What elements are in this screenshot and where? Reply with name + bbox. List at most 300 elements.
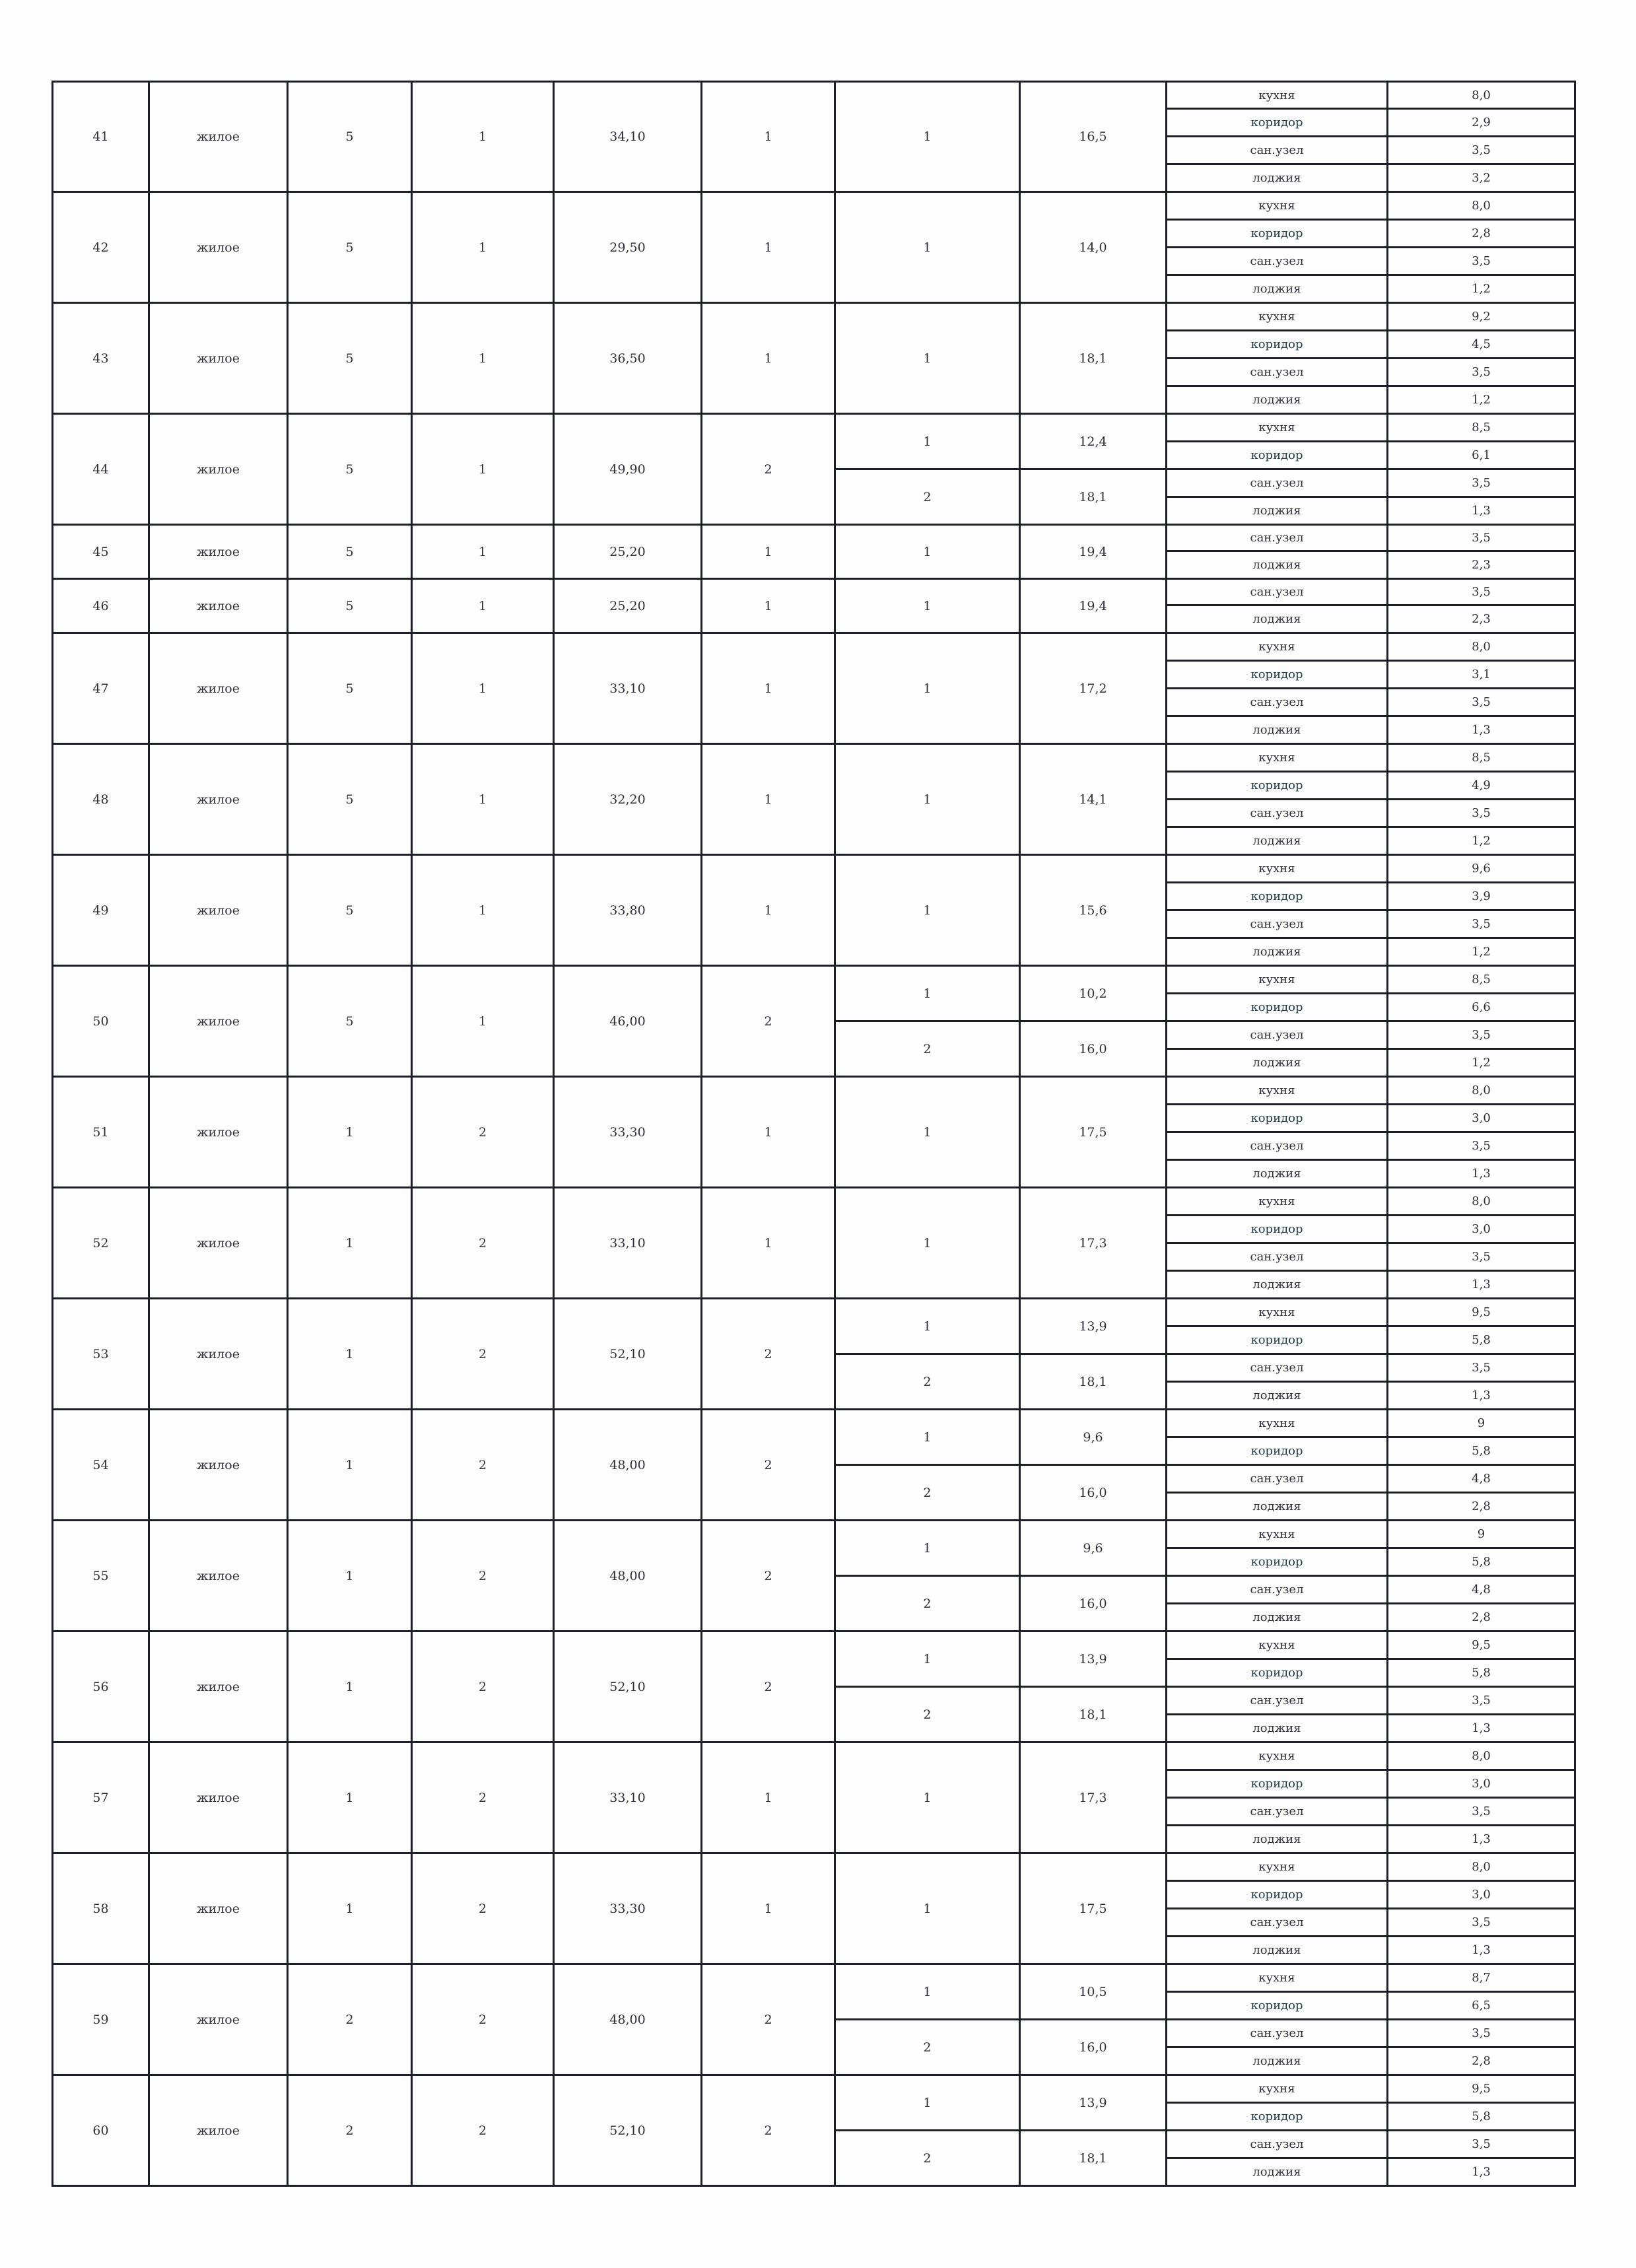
- entrance: 1: [412, 414, 554, 525]
- room-number: 2: [835, 2020, 1020, 2075]
- auxiliary-premise-name: кухня: [1167, 1632, 1388, 1659]
- apartment-number: 43: [53, 303, 149, 414]
- entrance: 1: [412, 525, 554, 579]
- auxiliary-premise-name: коридор: [1167, 772, 1388, 800]
- auxiliary-premise-name: коридор: [1167, 2103, 1388, 2131]
- auxiliary-premise-area: 3,5: [1388, 911, 1575, 938]
- total-area: 48,00: [554, 1410, 702, 1521]
- auxiliary-premise-name: сан.узел: [1167, 1354, 1388, 1382]
- floor: 5: [288, 579, 412, 633]
- floor: 1: [288, 1077, 412, 1188]
- auxiliary-premise-name: кухня: [1167, 855, 1388, 883]
- total-area: 33,30: [554, 1077, 702, 1188]
- apartment-row: [53, 1410, 1575, 1437]
- auxiliary-premise-area: 3,2: [1388, 164, 1575, 192]
- auxiliary-premise-name: коридор: [1167, 1770, 1388, 1798]
- room-number: 1: [835, 303, 1020, 414]
- room-area: 13,9: [1020, 2075, 1167, 2131]
- total-area: 33,10: [554, 1188, 702, 1299]
- floor: 5: [288, 633, 412, 744]
- auxiliary-premise-area: 2,8: [1388, 220, 1575, 248]
- auxiliary-premise-area: 3,5: [1388, 1798, 1575, 1826]
- room-area: 10,2: [1020, 966, 1167, 1021]
- apartment-number: 44: [53, 414, 149, 525]
- room-area: 13,9: [1020, 1299, 1167, 1354]
- auxiliary-premise-name: лоджия: [1167, 827, 1388, 855]
- premises-type: жилое: [149, 1853, 288, 1964]
- floor: 2: [288, 2075, 412, 2186]
- apartment-row: [53, 303, 1575, 331]
- auxiliary-premise-name: лоджия: [1167, 164, 1388, 192]
- auxiliary-premise-area: 3,5: [1388, 1687, 1575, 1715]
- rooms-count: 1: [702, 192, 835, 303]
- auxiliary-premise-area: 1,3: [1388, 1160, 1575, 1188]
- entrance: 2: [412, 1632, 554, 1742]
- room-number: 1: [835, 744, 1020, 855]
- auxiliary-premise-name: сан.узел: [1167, 359, 1388, 386]
- auxiliary-premise-area: 3,9: [1388, 883, 1575, 911]
- auxiliary-premise-name: сан.узел: [1167, 2131, 1388, 2158]
- room-number: 1: [835, 1964, 1020, 2020]
- entrance: 1: [412, 579, 554, 633]
- auxiliary-premise-area: 3,5: [1388, 689, 1575, 716]
- auxiliary-premise-area: 3,5: [1388, 800, 1575, 827]
- room-number: 2: [835, 1021, 1020, 1077]
- room-area: 16,5: [1020, 82, 1167, 192]
- auxiliary-premise-name: коридор: [1167, 220, 1388, 248]
- auxiliary-premise-area: 3,5: [1388, 359, 1575, 386]
- room-area: 18,1: [1020, 303, 1167, 414]
- apartment-row: [53, 192, 1575, 220]
- premises-type: жилое: [149, 1410, 288, 1521]
- auxiliary-premise-name: коридор: [1167, 1659, 1388, 1687]
- room-area: 16,0: [1020, 2020, 1167, 2075]
- room-area: 18,1: [1020, 1687, 1167, 1742]
- apartment-row: [53, 525, 1575, 551]
- premises-type: жилое: [149, 1299, 288, 1410]
- auxiliary-premise-area: 8,0: [1388, 1188, 1575, 1216]
- room-area: 16,0: [1020, 1021, 1167, 1077]
- total-area: 29,50: [554, 192, 702, 303]
- apartment-number: 58: [53, 1853, 149, 1964]
- premises-type: жилое: [149, 579, 288, 633]
- total-area: 34,10: [554, 82, 702, 192]
- auxiliary-premise-area: 3,5: [1388, 1132, 1575, 1160]
- register-body: [53, 82, 1575, 2186]
- auxiliary-premise-name: лоджия: [1167, 1937, 1388, 1964]
- apartment-row: [53, 414, 1575, 442]
- total-area: 33,30: [554, 1853, 702, 1964]
- auxiliary-premise-area: 3,5: [1388, 579, 1575, 605]
- entrance: 2: [412, 2075, 554, 2186]
- auxiliary-premise-area: 5,8: [1388, 1437, 1575, 1465]
- auxiliary-premise-name: коридор: [1167, 1216, 1388, 1243]
- room-number: 1: [835, 1853, 1020, 1964]
- room-number: 1: [835, 414, 1020, 469]
- total-area: 46,00: [554, 966, 702, 1077]
- auxiliary-premise-name: кухня: [1167, 82, 1388, 109]
- rooms-count: 1: [702, 744, 835, 855]
- auxiliary-premise-area: 5,8: [1388, 2103, 1575, 2131]
- auxiliary-premise-area: 8,0: [1388, 633, 1575, 661]
- auxiliary-premise-area: 3,5: [1388, 137, 1575, 164]
- apartment-row: [53, 1521, 1575, 1548]
- room-area: 19,4: [1020, 579, 1167, 633]
- auxiliary-premise-name: лоджия: [1167, 275, 1388, 303]
- room-number: 1: [835, 855, 1020, 966]
- room-number: 1: [835, 1077, 1020, 1188]
- room-area: 15,6: [1020, 855, 1167, 966]
- premises-type: жилое: [149, 855, 288, 966]
- floor: 5: [288, 744, 412, 855]
- entrance: 1: [412, 633, 554, 744]
- auxiliary-premise-name: лоджия: [1167, 2158, 1388, 2186]
- room-area: 14,1: [1020, 744, 1167, 855]
- room-number: 1: [835, 966, 1020, 1021]
- apartment-row: [53, 966, 1575, 994]
- room-number: 2: [835, 1687, 1020, 1742]
- apartment-number: 53: [53, 1299, 149, 1410]
- auxiliary-premise-name: сан.узел: [1167, 1576, 1388, 1604]
- room-number: 2: [835, 469, 1020, 525]
- premises-type: жилое: [149, 1521, 288, 1632]
- auxiliary-premise-area: 4,8: [1388, 1465, 1575, 1493]
- room-number: 1: [835, 82, 1020, 192]
- auxiliary-premise-area: 6,1: [1388, 442, 1575, 469]
- room-number: 1: [835, 633, 1020, 744]
- rooms-count: 1: [702, 1188, 835, 1299]
- apartment-number: 51: [53, 1077, 149, 1188]
- apartment-number: 47: [53, 633, 149, 744]
- total-area: 49,90: [554, 414, 702, 525]
- room-number: 2: [835, 2131, 1020, 2186]
- auxiliary-premise-name: кухня: [1167, 1742, 1388, 1770]
- room-area: 9,6: [1020, 1410, 1167, 1465]
- room-number: 1: [835, 192, 1020, 303]
- auxiliary-premise-name: коридор: [1167, 109, 1388, 137]
- auxiliary-premise-name: кухня: [1167, 414, 1388, 442]
- auxiliary-premise-area: 1,3: [1388, 1715, 1575, 1742]
- entrance: 2: [412, 1188, 554, 1299]
- auxiliary-premise-area: 3,5: [1388, 1243, 1575, 1271]
- auxiliary-premise-name: кухня: [1167, 1521, 1388, 1548]
- auxiliary-premise-name: кухня: [1167, 192, 1388, 220]
- floor: 5: [288, 855, 412, 966]
- premises-type: жилое: [149, 1742, 288, 1853]
- floor: 5: [288, 192, 412, 303]
- premises-type: жилое: [149, 1077, 288, 1188]
- apartment-number: 46: [53, 579, 149, 633]
- room-number: 1: [835, 1632, 1020, 1687]
- auxiliary-premise-area: 1,2: [1388, 275, 1575, 303]
- apartment-row: [53, 2075, 1575, 2103]
- rooms-count: 2: [702, 966, 835, 1077]
- auxiliary-premise-name: лоджия: [1167, 1160, 1388, 1188]
- auxiliary-premise-name: сан.узел: [1167, 579, 1388, 605]
- room-area: 9,6: [1020, 1521, 1167, 1576]
- entrance: 2: [412, 1853, 554, 1964]
- room-number: 2: [835, 1576, 1020, 1632]
- total-area: 52,10: [554, 1632, 702, 1742]
- premises-type: жилое: [149, 744, 288, 855]
- auxiliary-premise-name: коридор: [1167, 1437, 1388, 1465]
- premises-type: жилое: [149, 2075, 288, 2186]
- room-area: 18,1: [1020, 2131, 1167, 2186]
- auxiliary-premise-name: кухня: [1167, 1188, 1388, 1216]
- room-area: 18,1: [1020, 469, 1167, 525]
- auxiliary-premise-name: коридор: [1167, 994, 1388, 1021]
- auxiliary-premise-name: сан.узел: [1167, 248, 1388, 275]
- apartment-number: 45: [53, 525, 149, 579]
- room-number: 1: [835, 2075, 1020, 2131]
- entrance: 2: [412, 1521, 554, 1632]
- room-number: 1: [835, 1299, 1020, 1354]
- auxiliary-premise-name: сан.узел: [1167, 525, 1388, 551]
- auxiliary-premise-name: коридор: [1167, 331, 1388, 359]
- auxiliary-premise-name: сан.узел: [1167, 469, 1388, 497]
- auxiliary-premise-area: 2,3: [1388, 605, 1575, 633]
- auxiliary-premise-area: 9: [1388, 1521, 1575, 1548]
- total-area: 33,10: [554, 1742, 702, 1853]
- entrance: 1: [412, 303, 554, 414]
- entrance: 2: [412, 1299, 554, 1410]
- auxiliary-premise-name: кухня: [1167, 1410, 1388, 1437]
- auxiliary-premise-name: кухня: [1167, 1853, 1388, 1881]
- room-number: 2: [835, 1354, 1020, 1410]
- auxiliary-premise-area: 2,8: [1388, 1604, 1575, 1632]
- auxiliary-premise-name: кухня: [1167, 1077, 1388, 1105]
- auxiliary-premise-area: 1,3: [1388, 2158, 1575, 2186]
- auxiliary-premise-area: 4,5: [1388, 331, 1575, 359]
- floor: 2: [288, 1964, 412, 2075]
- auxiliary-premise-name: сан.узел: [1167, 1687, 1388, 1715]
- auxiliary-premise-area: 8,0: [1388, 192, 1575, 220]
- total-area: 25,20: [554, 579, 702, 633]
- auxiliary-premise-name: кухня: [1167, 303, 1388, 331]
- auxiliary-premise-area: 8,5: [1388, 414, 1575, 442]
- auxiliary-premise-name: сан.узел: [1167, 1243, 1388, 1271]
- auxiliary-premise-area: 3,5: [1388, 525, 1575, 551]
- auxiliary-premise-name: коридор: [1167, 1992, 1388, 2020]
- auxiliary-premise-area: 9,2: [1388, 303, 1575, 331]
- auxiliary-premise-area: 3,0: [1388, 1881, 1575, 1909]
- entrance: 2: [412, 1742, 554, 1853]
- floor: 5: [288, 82, 412, 192]
- floor: 1: [288, 1742, 412, 1853]
- room-area: 16,0: [1020, 1465, 1167, 1521]
- auxiliary-premise-area: 9,6: [1388, 855, 1575, 883]
- auxiliary-premise-name: лоджия: [1167, 716, 1388, 744]
- auxiliary-premise-name: лоджия: [1167, 1271, 1388, 1299]
- auxiliary-premise-name: кухня: [1167, 1299, 1388, 1326]
- rooms-count: 1: [702, 82, 835, 192]
- premises-type: жилое: [149, 303, 288, 414]
- apartment-number: 54: [53, 1410, 149, 1521]
- room-area: 17,3: [1020, 1742, 1167, 1853]
- auxiliary-premise-area: 1,3: [1388, 1382, 1575, 1410]
- auxiliary-premise-name: кухня: [1167, 633, 1388, 661]
- auxiliary-premise-area: 5,8: [1388, 1659, 1575, 1687]
- auxiliary-premise-name: лоджия: [1167, 1715, 1388, 1742]
- apartment-row: [53, 1077, 1575, 1105]
- auxiliary-premise-area: 1,3: [1388, 1937, 1575, 1964]
- rooms-count: 2: [702, 1964, 835, 2075]
- rooms-count: 1: [702, 303, 835, 414]
- rooms-count: 1: [702, 633, 835, 744]
- total-area: 36,50: [554, 303, 702, 414]
- auxiliary-premise-area: 8,0: [1388, 1077, 1575, 1105]
- apartment-row: [53, 744, 1575, 772]
- auxiliary-premise-name: кухня: [1167, 2075, 1388, 2103]
- auxiliary-premise-name: кухня: [1167, 1964, 1388, 1992]
- floor: 5: [288, 414, 412, 525]
- room-area: 17,5: [1020, 1077, 1167, 1188]
- room-number: 2: [835, 1465, 1020, 1521]
- auxiliary-premise-area: 1,2: [1388, 938, 1575, 966]
- total-area: 52,10: [554, 2075, 702, 2186]
- auxiliary-premise-area: 5,8: [1388, 1326, 1575, 1354]
- auxiliary-premise-area: 9,5: [1388, 1632, 1575, 1659]
- room-area: 12,4: [1020, 414, 1167, 469]
- total-area: 33,80: [554, 855, 702, 966]
- auxiliary-premise-name: сан.узел: [1167, 137, 1388, 164]
- auxiliary-premise-area: 8,5: [1388, 744, 1575, 772]
- entrance: 1: [412, 82, 554, 192]
- auxiliary-premise-area: 9,5: [1388, 2075, 1575, 2103]
- auxiliary-premise-area: 5,8: [1388, 1548, 1575, 1576]
- apartment-row: [53, 1299, 1575, 1326]
- auxiliary-premise-name: лоджия: [1167, 497, 1388, 525]
- rooms-count: 2: [702, 1632, 835, 1742]
- auxiliary-premise-area: 1,2: [1388, 827, 1575, 855]
- auxiliary-premise-name: коридор: [1167, 883, 1388, 911]
- entrance: 2: [412, 1077, 554, 1188]
- auxiliary-premise-area: 3,5: [1388, 469, 1575, 497]
- premises-type: жилое: [149, 1188, 288, 1299]
- apartment-number: 59: [53, 1964, 149, 2075]
- rooms-count: 1: [702, 855, 835, 966]
- auxiliary-premise-name: сан.узел: [1167, 911, 1388, 938]
- room-area: 18,1: [1020, 1354, 1167, 1410]
- auxiliary-premise-area: 2,8: [1388, 2047, 1575, 2075]
- room-area: 19,4: [1020, 525, 1167, 579]
- apartment-row: [53, 855, 1575, 883]
- apartment-number: 60: [53, 2075, 149, 2186]
- floor: 1: [288, 1410, 412, 1521]
- floor: 1: [288, 1188, 412, 1299]
- premises-type: жилое: [149, 633, 288, 744]
- apartment-number: 49: [53, 855, 149, 966]
- apartment-row: [53, 1632, 1575, 1659]
- apartment-row: [53, 1853, 1575, 1881]
- auxiliary-premise-name: коридор: [1167, 1105, 1388, 1132]
- room-number: 1: [835, 1410, 1020, 1465]
- auxiliary-premise-name: коридор: [1167, 1881, 1388, 1909]
- apartment-number: 42: [53, 192, 149, 303]
- auxiliary-premise-name: лоджия: [1167, 605, 1388, 633]
- apartment-register-table: [51, 81, 1576, 2187]
- rooms-count: 1: [702, 1077, 835, 1188]
- auxiliary-premise-area: 3,5: [1388, 1354, 1575, 1382]
- rooms-count: 1: [702, 525, 835, 579]
- apartment-row: [53, 1188, 1575, 1216]
- auxiliary-premise-name: лоджия: [1167, 2047, 1388, 2075]
- auxiliary-premise-area: 6,6: [1388, 994, 1575, 1021]
- auxiliary-premise-area: 8,0: [1388, 82, 1575, 109]
- rooms-count: 2: [702, 1299, 835, 1410]
- room-area: 17,5: [1020, 1853, 1167, 1964]
- auxiliary-premise-name: кухня: [1167, 966, 1388, 994]
- auxiliary-premise-area: 3,1: [1388, 661, 1575, 689]
- total-area: 48,00: [554, 1521, 702, 1632]
- auxiliary-premise-area: 2,8: [1388, 1493, 1575, 1521]
- auxiliary-premise-area: 1,2: [1388, 386, 1575, 414]
- auxiliary-premise-area: 3,0: [1388, 1216, 1575, 1243]
- premises-type: жилое: [149, 82, 288, 192]
- premises-type: жилое: [149, 414, 288, 525]
- auxiliary-premise-area: 1,2: [1388, 1049, 1575, 1077]
- auxiliary-premise-name: кухня: [1167, 744, 1388, 772]
- auxiliary-premise-name: сан.узел: [1167, 1021, 1388, 1049]
- room-number: 1: [835, 525, 1020, 579]
- floor: 5: [288, 966, 412, 1077]
- rooms-count: 1: [702, 1853, 835, 1964]
- apartment-row: [53, 1742, 1575, 1770]
- floor: 1: [288, 1632, 412, 1742]
- apartment-row: [53, 82, 1575, 109]
- total-area: 52,10: [554, 1299, 702, 1410]
- entrance: 1: [412, 855, 554, 966]
- entrance: 1: [412, 744, 554, 855]
- auxiliary-premise-name: сан.узел: [1167, 1909, 1388, 1937]
- premises-type: жилое: [149, 525, 288, 579]
- auxiliary-premise-area: 1,3: [1388, 1826, 1575, 1853]
- room-area: 16,0: [1020, 1576, 1167, 1632]
- total-area: 32,20: [554, 744, 702, 855]
- auxiliary-premise-name: лоджия: [1167, 1049, 1388, 1077]
- premises-type: жилое: [149, 1632, 288, 1742]
- total-area: 25,20: [554, 525, 702, 579]
- auxiliary-premise-area: 1,3: [1388, 497, 1575, 525]
- auxiliary-premise-name: коридор: [1167, 1326, 1388, 1354]
- auxiliary-premise-area: 8,0: [1388, 1853, 1575, 1881]
- rooms-count: 2: [702, 2075, 835, 2186]
- auxiliary-premise-area: 8,5: [1388, 966, 1575, 994]
- auxiliary-premise-area: 2,3: [1388, 551, 1575, 579]
- auxiliary-premise-name: сан.узел: [1167, 1132, 1388, 1160]
- premises-type: жилое: [149, 966, 288, 1077]
- auxiliary-premise-area: 3,5: [1388, 1021, 1575, 1049]
- auxiliary-premise-area: 1,3: [1388, 716, 1575, 744]
- total-area: 33,10: [554, 633, 702, 744]
- floor: 1: [288, 1521, 412, 1632]
- auxiliary-premise-area: 4,8: [1388, 1576, 1575, 1604]
- entrance: 1: [412, 192, 554, 303]
- floor: 5: [288, 303, 412, 414]
- auxiliary-premise-name: лоджия: [1167, 1604, 1388, 1632]
- auxiliary-premise-name: сан.узел: [1167, 689, 1388, 716]
- auxiliary-premise-name: лоджия: [1167, 1493, 1388, 1521]
- room-number: 1: [835, 1742, 1020, 1853]
- apartment-number: 50: [53, 966, 149, 1077]
- rooms-count: 2: [702, 1410, 835, 1521]
- auxiliary-premise-area: 3,5: [1388, 248, 1575, 275]
- room-area: 17,3: [1020, 1188, 1167, 1299]
- auxiliary-premise-name: лоджия: [1167, 938, 1388, 966]
- room-area: 14,0: [1020, 192, 1167, 303]
- apartment-number: 56: [53, 1632, 149, 1742]
- auxiliary-premise-name: коридор: [1167, 661, 1388, 689]
